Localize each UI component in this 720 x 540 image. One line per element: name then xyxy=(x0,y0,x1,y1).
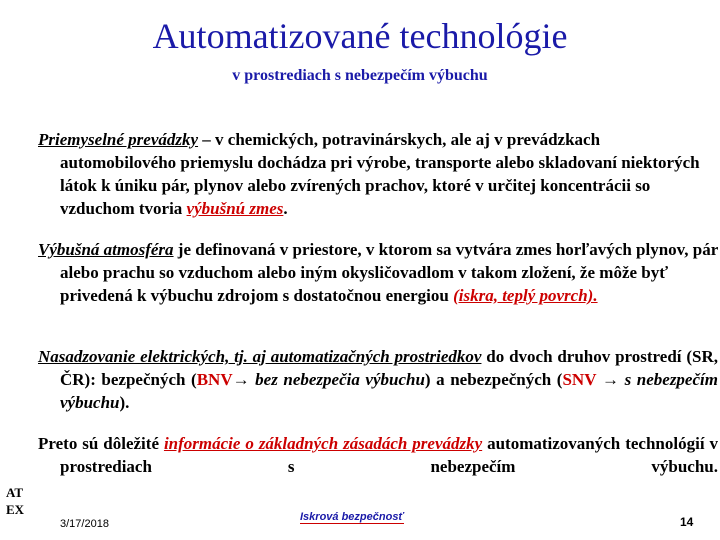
period: . xyxy=(283,199,288,218)
label-snv: SNV xyxy=(562,370,597,389)
side-label xyxy=(6,484,24,518)
text-industrial-plants: – v chemických, potravinárskych, ale aj v prevádzkach automobilového priemyslu dochádza pri výrobe, transporte alebo skladovaní niektorých látok k úniku pár, plynov alebo zvírených prachov, ktoré v určitej koncentrácii so vzduchom tvoria xyxy=(60,130,700,218)
text-explosive-atmosphere: je definovaná v priestore, v ktorom sa vytvára zmes horľavých plynov, pár alebo prachu so vzduchom alebo iným okysličovadlom v takom zložení, že môže byť privedená k výbuchu zdrojom s dostatočnou energiou xyxy=(60,240,718,305)
paragraph-industrial-plants xyxy=(38,128,718,220)
highlight-ignition-sources: (iskra, teplý povrch). xyxy=(453,286,598,305)
paragraph-deployment xyxy=(38,345,718,414)
text-snv-desc: → s nebezpečím výbuchu xyxy=(60,370,718,412)
side-label-line2: EX xyxy=(6,502,25,517)
text-deployment-a: do dvoch druhov prostredí (SR, ČR): bezpečných ( xyxy=(60,347,718,389)
term-deployment: Nasadzovanie elektrických, tj. aj automatizačných prostriedkov xyxy=(38,347,482,366)
text-bnv-desc: → bez nebezpečia výbuchu xyxy=(232,370,425,389)
footer-title: Iskrová bezpečnosť xyxy=(300,511,404,523)
term-industrial-plants: Priemyselné prevádzky xyxy=(38,130,199,149)
slide-subtitle: v prostrediach s nebezpečím výbuchu xyxy=(232,67,488,84)
link-basic-principles[interactable]: informácie o základných zásadách prevádzky xyxy=(163,434,483,453)
text-deployment-b: ) a nebezpečných ( xyxy=(424,370,563,389)
text-information-b: automatizovaných technológií v prostrediach s nebezpečím výbuchu. xyxy=(60,434,718,476)
text-deployment-c: ). xyxy=(119,393,130,412)
label-bnv: BNV xyxy=(196,370,233,389)
paragraph-explosive-atmosphere xyxy=(38,238,718,307)
side-label-line1: AT xyxy=(6,485,24,500)
slide-title: Automatizované technológie xyxy=(152,16,568,56)
paragraph-information xyxy=(38,432,718,478)
page-number: 14 xyxy=(680,515,694,529)
term-explosive-atmosphere: Výbušná atmosféra xyxy=(38,240,174,259)
text-information-a: Preto sú dôležité xyxy=(38,434,164,453)
footer-date: 3/17/2018 xyxy=(60,518,109,530)
highlight-explosive-mixture: výbušnú zmes xyxy=(186,199,284,218)
